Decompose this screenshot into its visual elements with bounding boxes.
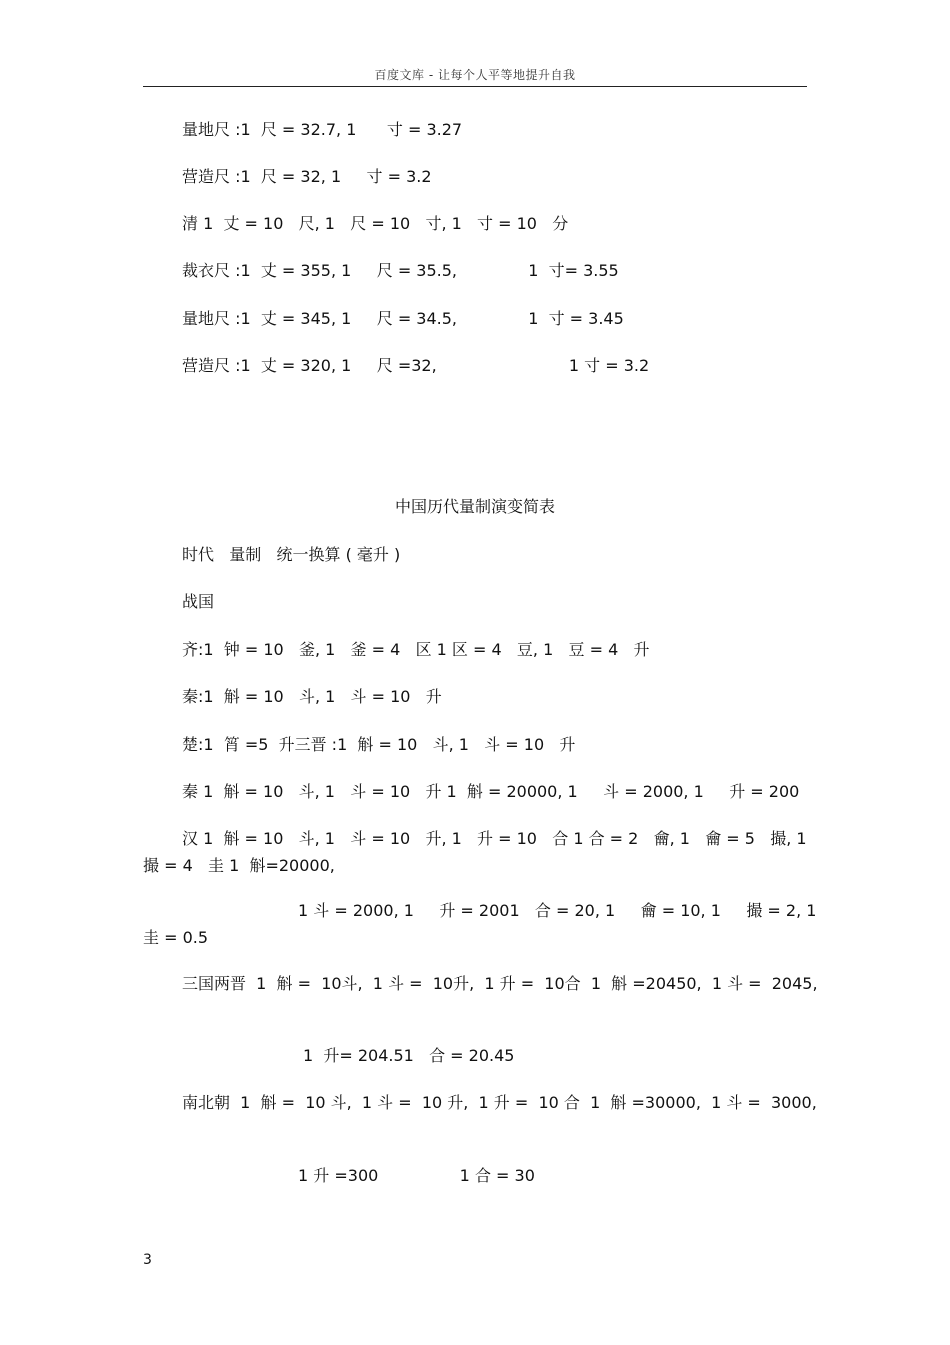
text-line: 楚:1 筲 =5 升三晋 :1 斛 = 10 斗, 1 斗 = 10 升 bbox=[182, 735, 576, 754]
text-line: 秦 1 斛 = 10 斗, 1 斗 = 10 升 1 斛 = 20000, 1 斗 = 2000, 1 升 = 200 bbox=[182, 782, 800, 801]
text-line: 秦:1 斛 = 10 斗, 1 斗 = 10 升 bbox=[182, 687, 442, 706]
text-line: 撮 = 4 圭 1 斛=20000, bbox=[143, 856, 335, 875]
text-line: 圭 = 0.5 bbox=[143, 928, 209, 947]
page-number: 3 bbox=[143, 1252, 152, 1268]
text-line: 1 升 =300 1 合 = 30 bbox=[298, 1166, 535, 1185]
era-label: 战国 bbox=[182, 592, 215, 611]
text-line: 汉 1 斛 = 10 斗, 1 斗 = 10 升, 1 升 = 10 合 1 合 = 2 龠, 1 龠 = 5 撮, 1 bbox=[182, 829, 807, 848]
text-line: 量地尺 :1 丈 = 345, 1 尺 = 34.5, 1 寸 = 3.45 bbox=[182, 309, 624, 328]
text-line: 齐:1 钟 = 10 釜, 1 釜 = 4 区 1 区 = 4 豆, 1 豆 = 4 升 bbox=[182, 640, 650, 659]
column-header: 时代 量制 统一换算 ( 毫升 ) bbox=[182, 545, 401, 564]
text-line: 南北朝 1 斛 = 10 斗, 1 斗 = 10 升, 1 升 = 10 合 1 斛 =30000, 1 斗 = 3000, bbox=[182, 1093, 817, 1112]
text-line: 清 1 丈 = 10 尺, 1 尺 = 10 寸, 1 寸 = 10 分 bbox=[182, 214, 569, 233]
text-line: 1 斗 = 2000, 1 升 = 2001 合 = 20, 1 龠 = 10, 1 撮 = 2, 1 bbox=[298, 901, 817, 920]
text-line: 裁衣尺 :1 丈 = 355, 1 尺 = 35.5, 1 寸= 3.55 bbox=[182, 261, 619, 280]
page-header: 百度文库 - 让每个人平等地提升自我 bbox=[374, 68, 576, 82]
text-line: 量地尺 :1 尺 = 32.7, 1 寸 = 3.27 bbox=[182, 120, 463, 139]
text-line: 三国两晋 1 斛 = 10斗, 1 斗 = 10升, 1 升 = 10合 1 斛 =20450, 1 斗 = 2045, bbox=[182, 974, 818, 993]
section-title: 中国历代量制演变简表 bbox=[394, 497, 555, 516]
text-line: 营造尺 :1 尺 = 32, 1 寸 = 3.2 bbox=[182, 167, 432, 186]
header-divider bbox=[143, 86, 807, 87]
text-line: 1 升= 204.51 合 = 20.45 bbox=[303, 1046, 515, 1065]
text-line: 营造尺 :1 丈 = 320, 1 尺 =32, 1 寸 = 3.2 bbox=[182, 356, 650, 375]
